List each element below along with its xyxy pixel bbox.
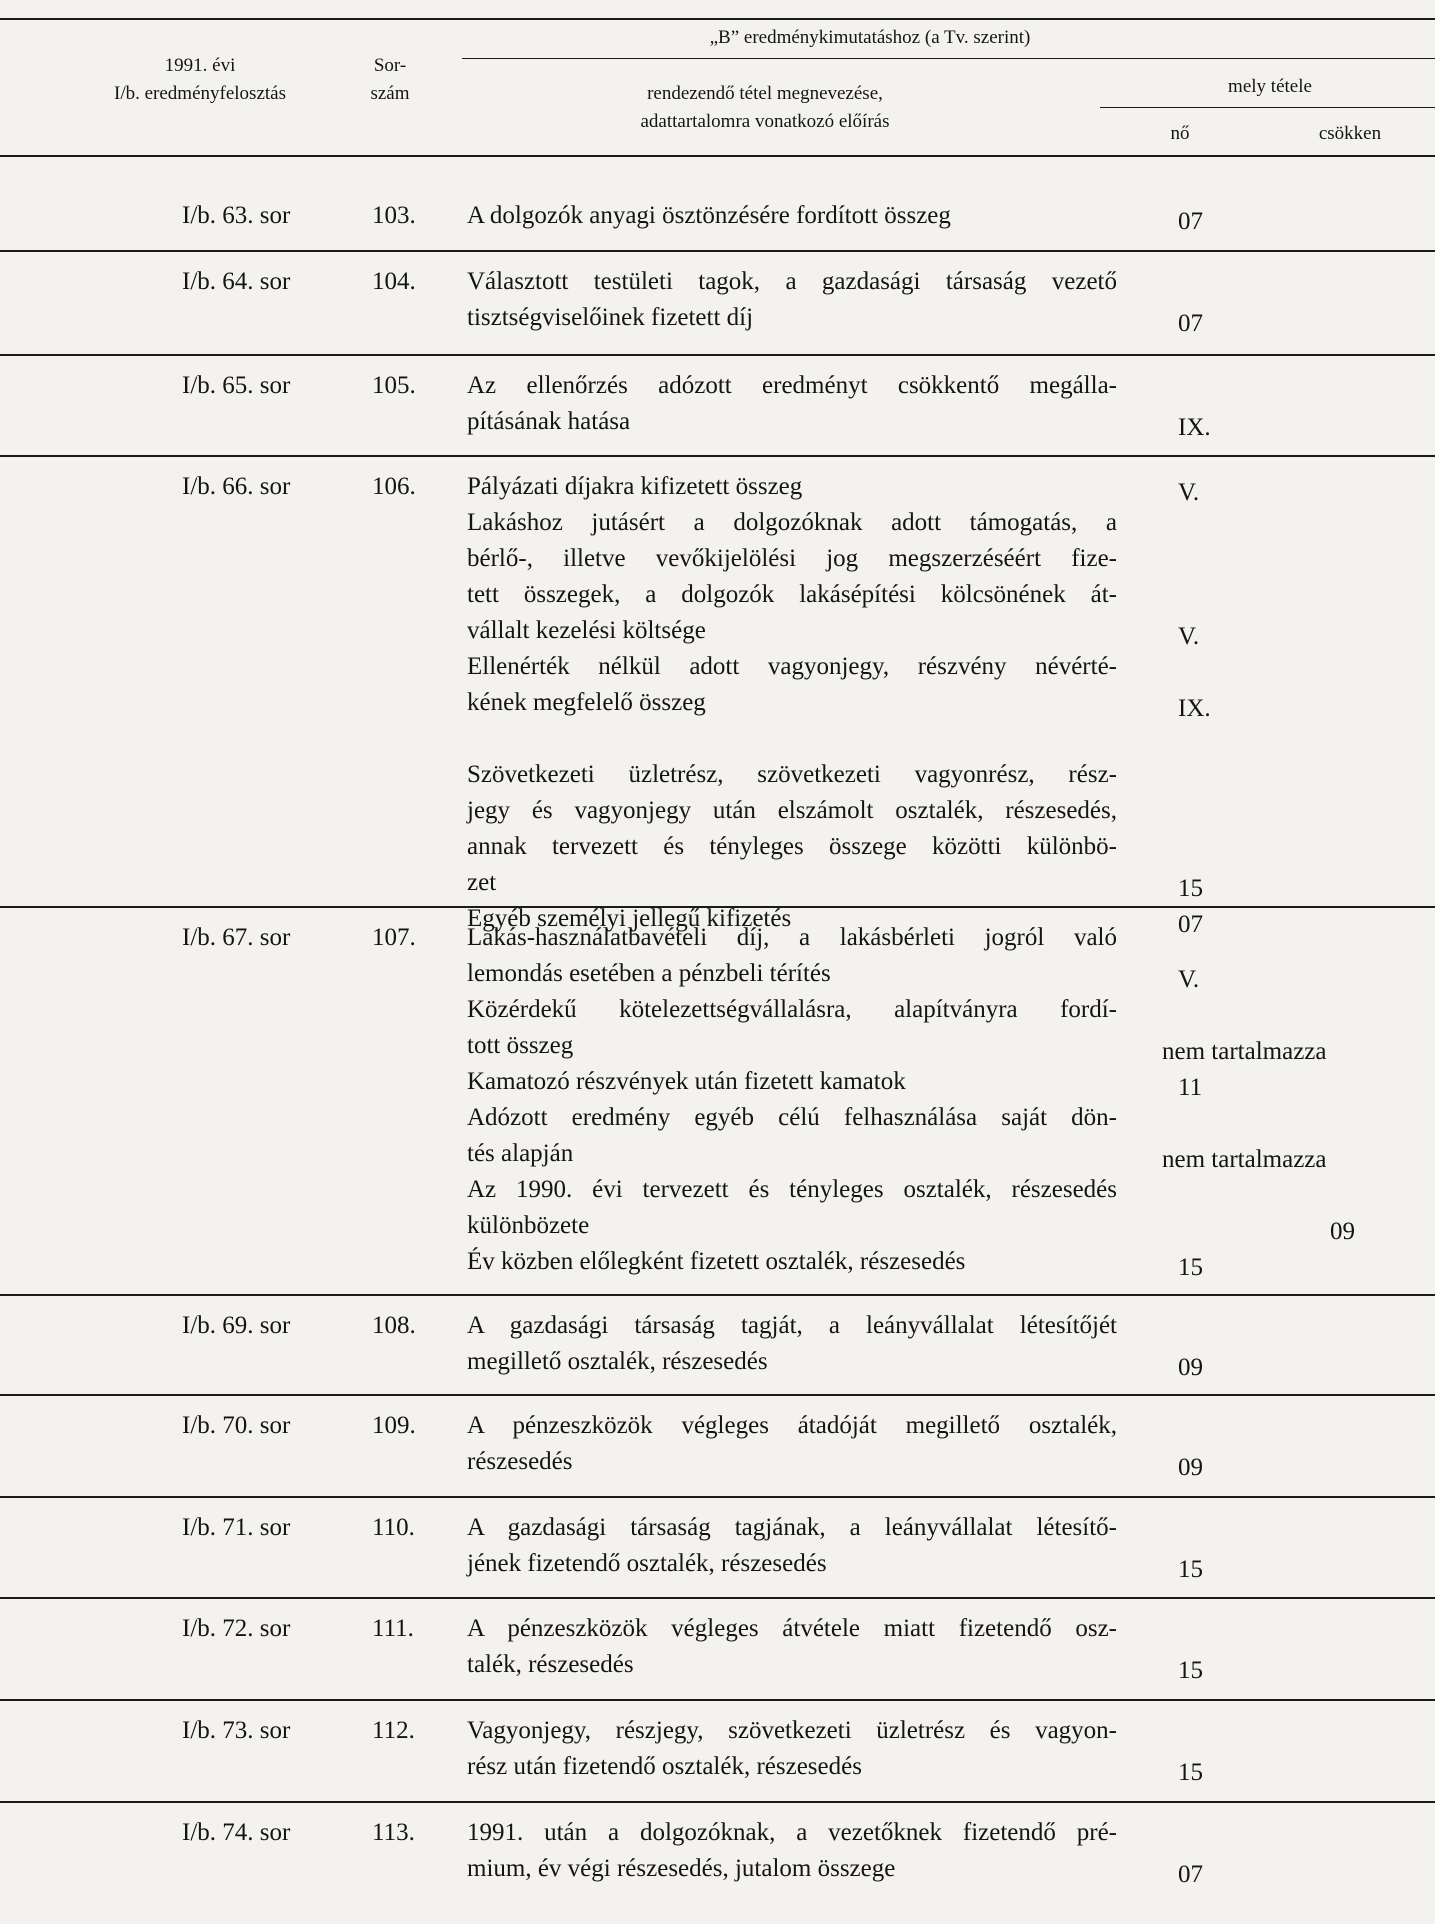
value-no: V. <box>1178 623 1200 650</box>
value-no: 07 <box>1178 1861 1203 1888</box>
item-description-line: jegy és vagyonjegy után elszámolt osztalék, részesedés, <box>467 797 1117 824</box>
value-no: 15 <box>1178 1254 1203 1281</box>
row-number: 112. <box>372 1717 415 1744</box>
row-reference: I/b. 63. sor <box>182 202 291 229</box>
header-group-title: „B” eredménykimutatáshoz (a Tv. szerint) <box>709 27 1031 48</box>
header-col4-csokken: csökken <box>1318 123 1382 144</box>
item-description <box>467 505 1117 649</box>
row-separator-rule <box>0 455 1435 457</box>
item-description <box>467 1611 1117 1683</box>
item-description <box>467 992 1117 1064</box>
item-description-line: Adózott eredmény egyéb célú felhasználása saját dön- <box>467 1104 1117 1131</box>
row-separator-rule <box>0 1294 1435 1296</box>
item-description <box>467 198 1117 234</box>
item-description-line: A pénzeszközök végleges átadóját megillető osztalék, <box>467 1412 1117 1439</box>
item-description-line: kének megfelelő összeg <box>467 689 706 716</box>
item-description-line: 1991. után a dolgozóknak, a vezetőknek fizetendő pré- <box>467 1819 1117 1846</box>
item-description-line: részesedés <box>467 1448 573 1475</box>
row-reference: I/b. 65. sor <box>182 372 291 399</box>
item-description <box>467 469 1117 505</box>
row-reference: I/b. 69. sor <box>182 1312 291 1339</box>
header-col3 <box>560 80 970 136</box>
item-description-line: rész után fizetendő osztalék, részesedés <box>467 1753 862 1780</box>
item-description-line: Közérdekű kötelezettségvállalásra, alapítványra fordí- <box>467 996 1117 1023</box>
item-description-line: Ellenérték nélkül adott vagyonjegy, részvény névérté- <box>467 653 1117 680</box>
row-number: 104. <box>372 268 416 295</box>
row-reference: I/b. 64. sor <box>182 268 291 295</box>
item-description <box>467 1713 1117 1785</box>
item-description-line: zet <box>467 869 497 896</box>
header-col2-line1: Sor- <box>373 55 407 76</box>
item-description-line: bérlő-, illetve vevőkijelölési jog megszerzéséért fize- <box>467 545 1117 572</box>
item-description-line: tett összegek, a dolgozók lakásépítési kölcsönének át- <box>467 581 1117 608</box>
row-number: 113. <box>372 1819 415 1846</box>
item-description <box>467 920 1117 992</box>
item-description-line: Lakás-használatbavételi díj, a lakásbérleti jogról való <box>467 924 1117 951</box>
value-no: IX. <box>1178 695 1211 722</box>
item-description-line: különbözete <box>467 1212 590 1239</box>
col4-rule <box>1100 107 1435 108</box>
row-reference: I/b. 67. sor <box>182 924 291 951</box>
item-description <box>467 1815 1117 1887</box>
value-no: 15 <box>1178 1556 1203 1583</box>
value-no: 07 <box>1178 310 1203 337</box>
row-separator-rule <box>0 250 1435 252</box>
item-description-line: annak tervezett és tényleges összege közötti különbö- <box>467 833 1117 860</box>
item-description-line: megillető osztalék, részesedés <box>467 1348 768 1375</box>
item-description-line: Kamatozó részvények után fizetett kamatok <box>467 1068 906 1095</box>
header-col2-line2: szám <box>370 83 410 104</box>
item-description <box>467 1408 1117 1480</box>
row-number: 107. <box>372 924 416 951</box>
item-description-line: tott összeg <box>467 1032 574 1059</box>
item-description <box>467 1510 1117 1582</box>
row-reference: I/b. 71. sor <box>182 1514 291 1541</box>
value-no: V. <box>1178 479 1200 506</box>
value-no: IX. <box>1178 414 1211 441</box>
item-description <box>467 1064 1117 1100</box>
row-reference: I/b. 73. sor <box>182 1717 291 1744</box>
item-description-line: mium, év végi részesedés, jutalom összege <box>467 1855 896 1882</box>
item-description-line: Az 1990. évi tervezett és tényleges osztalék, részesedés <box>467 1176 1117 1203</box>
item-description <box>467 1308 1117 1380</box>
item-description <box>467 1100 1117 1172</box>
item-description <box>467 1244 1117 1280</box>
item-description-line: tés alapján <box>467 1140 574 1167</box>
row-separator-rule <box>0 354 1435 356</box>
row-separator-rule <box>0 1801 1435 1803</box>
item-description-line: Szövetkezeti üzletrész, szövetkezeti vagyonrész, rész- <box>467 761 1117 788</box>
item-description-line: Pályázati díjakra kifizetett összeg <box>467 473 803 500</box>
item-description-line: lemondás esetében a pénzbeli térítés <box>467 960 831 987</box>
row-number: 108. <box>372 1312 416 1339</box>
value-no: 15 <box>1178 1657 1203 1684</box>
value-no: 09 <box>1178 1354 1203 1381</box>
item-description-line: vállalt kezelési költsége <box>467 617 706 644</box>
item-description-line: Vagyonjegy, részjegy, szövetkezeti üzletrész és vagyon- <box>467 1717 1117 1744</box>
value-csokken: 09 <box>1330 1218 1355 1245</box>
row-number: 103. <box>372 202 416 229</box>
item-description-line: A pénzeszközök végleges átvétele miatt fizetendő osz- <box>467 1615 1117 1642</box>
header-bottom-rule <box>0 155 1435 157</box>
item-description-line: jének fizetendő osztalék, részesedés <box>467 1550 827 1577</box>
header-col1 <box>60 52 340 108</box>
item-description <box>467 368 1117 440</box>
item-description-line: tisztségviselőinek fizetett díj <box>467 304 754 331</box>
item-description <box>467 649 1117 721</box>
row-separator-rule <box>0 1496 1435 1498</box>
value-no: 15 <box>1178 875 1203 902</box>
item-description-line: A gazdasági társaság tagjának, a leányvállalat létesítő- <box>467 1514 1117 1541</box>
row-number: 110. <box>372 1514 415 1541</box>
item-description-line: A dolgozók anyagi ösztönzésére fordított összeg <box>467 202 951 229</box>
row-separator-rule <box>0 1699 1435 1701</box>
header-col4-no: nő <box>1170 123 1190 144</box>
item-description-line: talék, részesedés <box>467 1651 634 1678</box>
row-reference: I/b. 72. sor <box>182 1615 291 1642</box>
row-reference: I/b. 66. sor <box>182 473 291 500</box>
item-description <box>467 264 1117 336</box>
header-col3-line2: adattartalomra vonatkozó előírás <box>640 111 890 132</box>
row-number: 105. <box>372 372 416 399</box>
header-top-rule <box>0 18 1435 20</box>
item-description <box>467 757 1117 901</box>
value-no: 15 <box>1178 1759 1203 1786</box>
row-number: 109. <box>372 1412 416 1439</box>
header-col1-line2: I/b. eredményfelosztás <box>114 83 286 104</box>
row-separator-rule <box>0 1597 1435 1599</box>
row-reference: I/b. 70. sor <box>182 1412 291 1439</box>
item-description-line: A gazdasági társaság tagját, a leányvállalat létesítőjét <box>467 1312 1117 1339</box>
value-no: 07 <box>1178 208 1203 235</box>
value-no: nem tartalmazza <box>1162 1146 1327 1173</box>
row-number: 111. <box>372 1615 414 1642</box>
header-col4-title: mely tétele <box>1228 76 1312 97</box>
group-rule <box>462 58 1435 59</box>
item-description-line: pításának hatása <box>467 408 631 435</box>
item-description-line: Egyéb személyi jellegű kifizetés <box>467 905 792 932</box>
item-description <box>467 1172 1117 1244</box>
header-col1-line1: 1991. évi <box>164 55 236 76</box>
value-no: 07 <box>1178 911 1203 938</box>
item-description-line: Lakáshoz jutásért a dolgozóknak adott támogatás, a <box>467 509 1117 536</box>
row-number: 106. <box>372 473 416 500</box>
value-no: V. <box>1178 966 1200 993</box>
item-description-line: Az ellenőrzés adózott eredményt csökkentő megálla- <box>467 372 1117 399</box>
header-col2 <box>350 52 430 108</box>
value-no: nem tartalmazza <box>1162 1038 1327 1065</box>
value-no: 11 <box>1178 1074 1203 1101</box>
value-no: 09 <box>1178 1454 1203 1481</box>
item-description-line: Választott testületi tagok, a gazdasági társaság vezető <box>467 268 1117 295</box>
header-col3-line1: rendezendő tétel megnevezése, <box>647 83 883 104</box>
row-reference: I/b. 74. sor <box>182 1819 291 1846</box>
row-separator-rule <box>0 1394 1435 1396</box>
item-description-line: Év közben előlegként fizetett osztalék, részesedés <box>467 1248 966 1275</box>
